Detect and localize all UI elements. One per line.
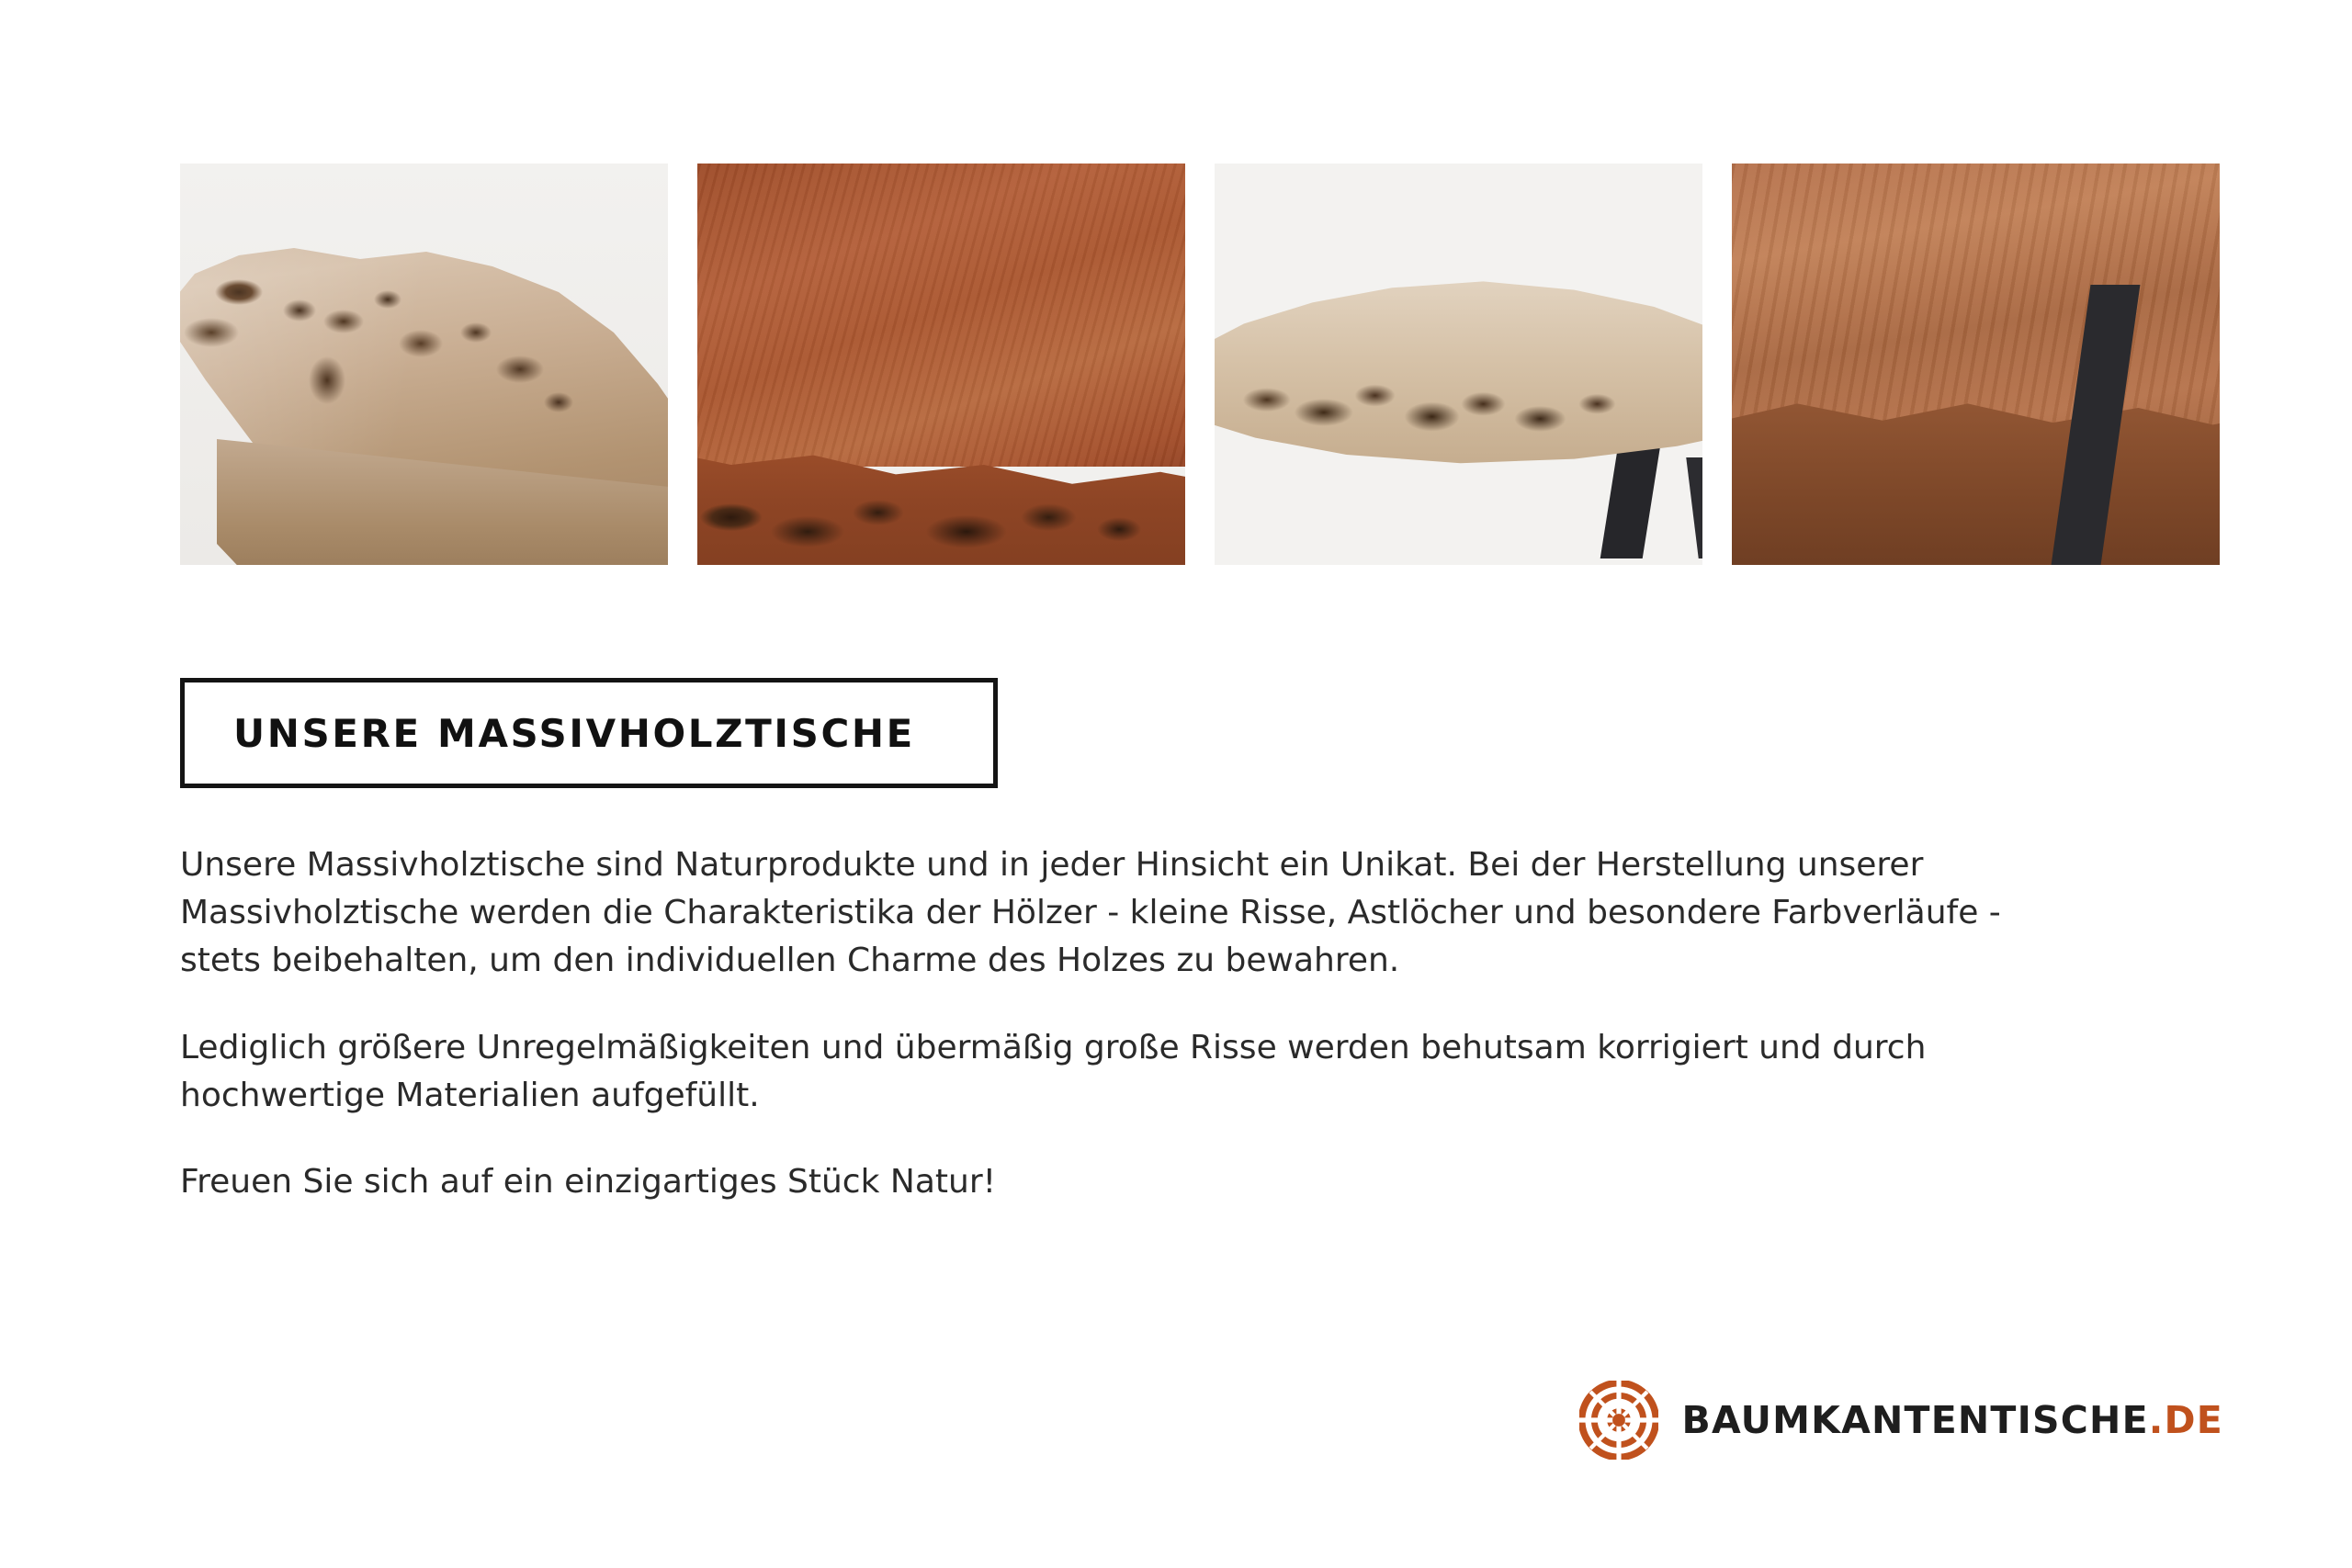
brand-tld: .DE [2148,1398,2223,1442]
page-title: UNSERE MASSIVHOLZTISCHE [233,710,915,756]
section-heading-box [180,678,998,788]
gallery-image-3 [1215,164,1702,565]
product-photo-gallery [180,164,2229,565]
brand-name: BAUMKANTENTISCHE [1681,1398,2149,1442]
brand-wordmark [1682,1398,2224,1442]
brand-footer [1579,1381,2224,1460]
gallery-image-4 [1732,164,2220,565]
gallery-image-1 [180,164,668,565]
body-copy [180,841,2045,1206]
paragraph-2: Lediglich größere Unregelmäßigkeiten und übermäßig große Risse werden behutsam korrigiert und durch hochwertige Materialien aufgefüllt. [180,1028,1927,1114]
gallery-image-2 [697,164,1185,565]
paragraph-3: Freuen Sie sich auf ein einzigartiges Stück Natur! [180,1162,997,1201]
concentric-rings-logo-icon [1579,1381,1658,1460]
wood-tabletop-photo [697,164,1185,467]
paragraph-1: Unsere Massivholztische sind Naturprodukte und in jeder Hinsicht ein Unikat. Bei der Herstellung unserer Massivholztische werden die Charakteristika der Hölzer - kleine Risse, Astlöcher und besondere Farbverläufe - stets beibehalten, um den individuellen Charme des Holzes zu bewahren. [180,846,2001,980]
